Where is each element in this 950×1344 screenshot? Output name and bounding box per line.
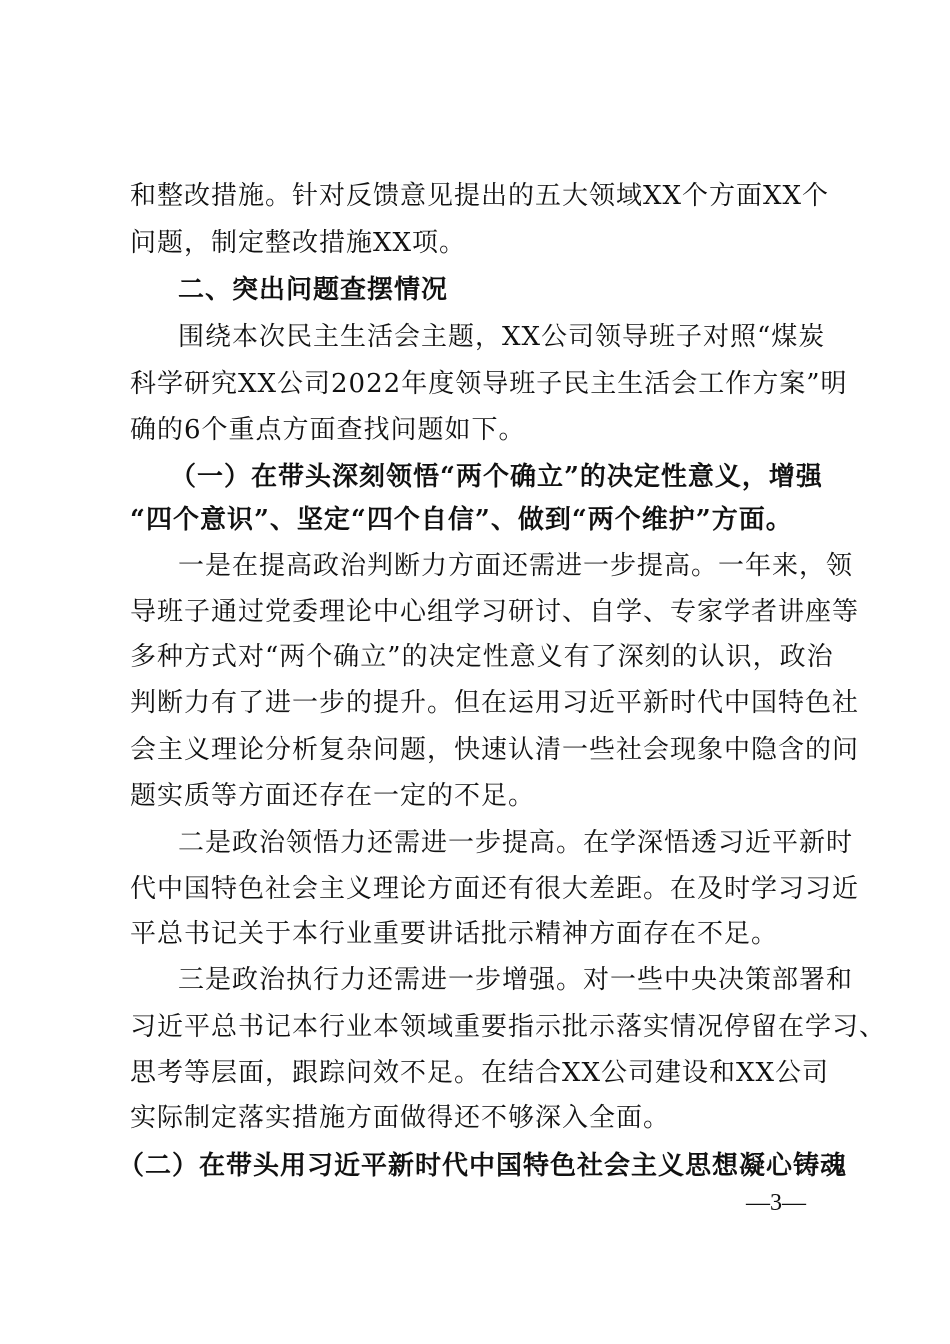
body-text-line: 习近平总书记本行业本领域重要指示批示落实情况停留在学习、: [130, 1012, 887, 1042]
body-text-line: 一是在提高政治判断力方面还需进一步提高。一年来，领: [178, 551, 854, 581]
body-text-line: 确的6个重点方面查找问题如下。: [130, 415, 526, 445]
body-text-line: 判断力有了进一步的提升。但在运用习近平新时代中国特色社: [130, 688, 860, 718]
subsection-heading: “四个意识”、坚定“四个自信”、做到“两个维护”方面。: [130, 505, 793, 535]
subsection-heading: （二）在带头用习近平新时代中国特色社会主义思想凝心铸魂: [118, 1151, 848, 1181]
body-text-line: 问题，制定整改措施XX项。: [130, 228, 467, 258]
body-text-line: 会主义理论分析复杂问题，快速认清一些社会现象中隐含的问: [130, 735, 860, 765]
body-text-line: 二是政治领悟力还需进一步提高。在学深悟透习近平新时: [178, 828, 854, 858]
page-number: —3—: [746, 1190, 806, 1216]
body-text-line: 围绕本次民主生活会主题，XX公司领导班子对照“煤炭: [178, 322, 826, 352]
body-text-line: 导班子通过党委理论中心组学习研讨、自学、专家学者讲座等: [130, 597, 860, 627]
body-text-line: 三是政治执行力还需进一步增强。对一些中央决策部署和: [178, 965, 854, 995]
body-text-line: 题实质等方面还存在一定的不足。: [130, 781, 536, 811]
body-text-line: 实际制定落实措施方面做得还不够深入全面。: [130, 1103, 671, 1133]
body-text-line: 和整改措施。针对反馈意见提出的五大领域XX个方面XX个: [130, 181, 830, 211]
body-text-line: 多种方式对“两个确立”的决定性意义有了深刻的认识，政治: [130, 642, 834, 672]
body-text-line: 代中国特色社会主义理论方面还有很大差距。在及时学习习近: [130, 874, 860, 904]
body-text-line: 平总书记关于本行业重要讲话批示精神方面存在不足。: [130, 919, 779, 949]
section-heading: 二、突出问题查摆情况: [178, 275, 449, 305]
subsection-heading: （一）在带头深刻领悟“两个确立”的决定性意义，增强: [170, 462, 823, 492]
body-text-line: 科学研究XX公司2022年度领导班子民主生活会工作方案”明: [130, 369, 848, 399]
body-text-line: 思考等层面，跟踪问效不足。在结合XX公司建设和XX公司: [130, 1058, 830, 1088]
